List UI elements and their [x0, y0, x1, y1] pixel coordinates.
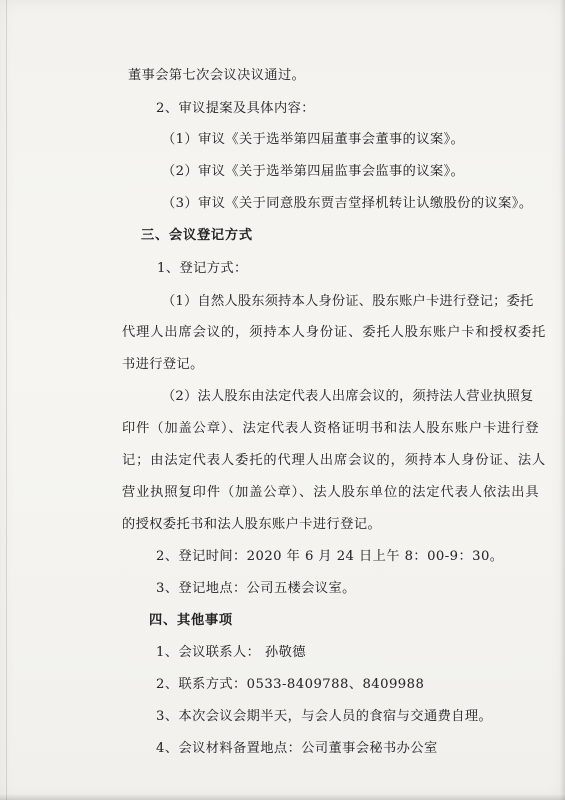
meeting-contact-text: 1、会议联系人： 孙敬德: [156, 645, 306, 660]
proposal-item-2: （2）审议《关于选举第四届监事会监事的议案》。: [162, 164, 465, 179]
proposal-item-3: （3）审议《关于同意股东贾吉堂择机转让认缴股份的议案》。: [162, 196, 533, 211]
natural-person-registration-line-3: 书进行登记。: [122, 357, 204, 372]
corporate-registration-line-1: （2）法人股东由法定代表人出席会议的，须持法人营业执照复: [162, 389, 534, 404]
meeting-materials-location-text: 4、会议材料备置地点：公司董事会秘书办公室: [156, 741, 438, 756]
page-bottom-shadow: [0, 794, 565, 800]
page-right-shadow: [560, 0, 565, 800]
natural-person-registration-line-2: 代理人出席会议的，须持本人身份证、委托人股东账户卡和授权委托: [122, 325, 547, 340]
resolution-continuation-text: 董事会第七次会议决议通过。: [128, 68, 306, 83]
proposal-item-1: （1）审议《关于选举第四届董事会董事的议案》。: [162, 132, 465, 147]
meeting-duration-cost-text: 3、本次会议会期半天，与会人员的食宿与交通费自理。: [156, 709, 493, 724]
section-other-matters-heading: 四、其他事项: [149, 613, 233, 628]
corporate-registration-line-3: 记；由法定代表人委托的代理人出席会议的，须持本人身份证、法人: [122, 453, 547, 468]
section-meeting-registration-heading: 三、会议登记方式: [141, 228, 253, 243]
page-edge-line: [6, 0, 7, 800]
contact-method-text: 2、联系方式：0533-8409788、8409988: [156, 677, 425, 692]
corporate-registration-line-2: 印件（加盖公章）、法定代表人资格证明书和法人股东账户卡进行登: [122, 421, 540, 436]
corporate-registration-line-5: 的授权委托书和法人股东账户卡进行登记。: [122, 517, 382, 532]
natural-person-registration-line-1: （1）自然人股东须持本人身份证、股东账户卡进行登记；委托: [162, 294, 534, 309]
corporate-registration-line-4: 营业执照复印件（加盖公章）、法人股东单位的法定代表人依法出具: [122, 485, 540, 500]
proposal-heading-text: 2、审议提案及具体内容：: [156, 101, 315, 116]
registration-time-text: 2、登记时间：2020 年 6 月 24 日上午 8：00-9：30。: [156, 549, 504, 564]
registration-method-heading: 1、登记方式：: [157, 261, 248, 276]
registration-location-text: 3、登记地点：公司五楼会议室。: [156, 581, 356, 596]
